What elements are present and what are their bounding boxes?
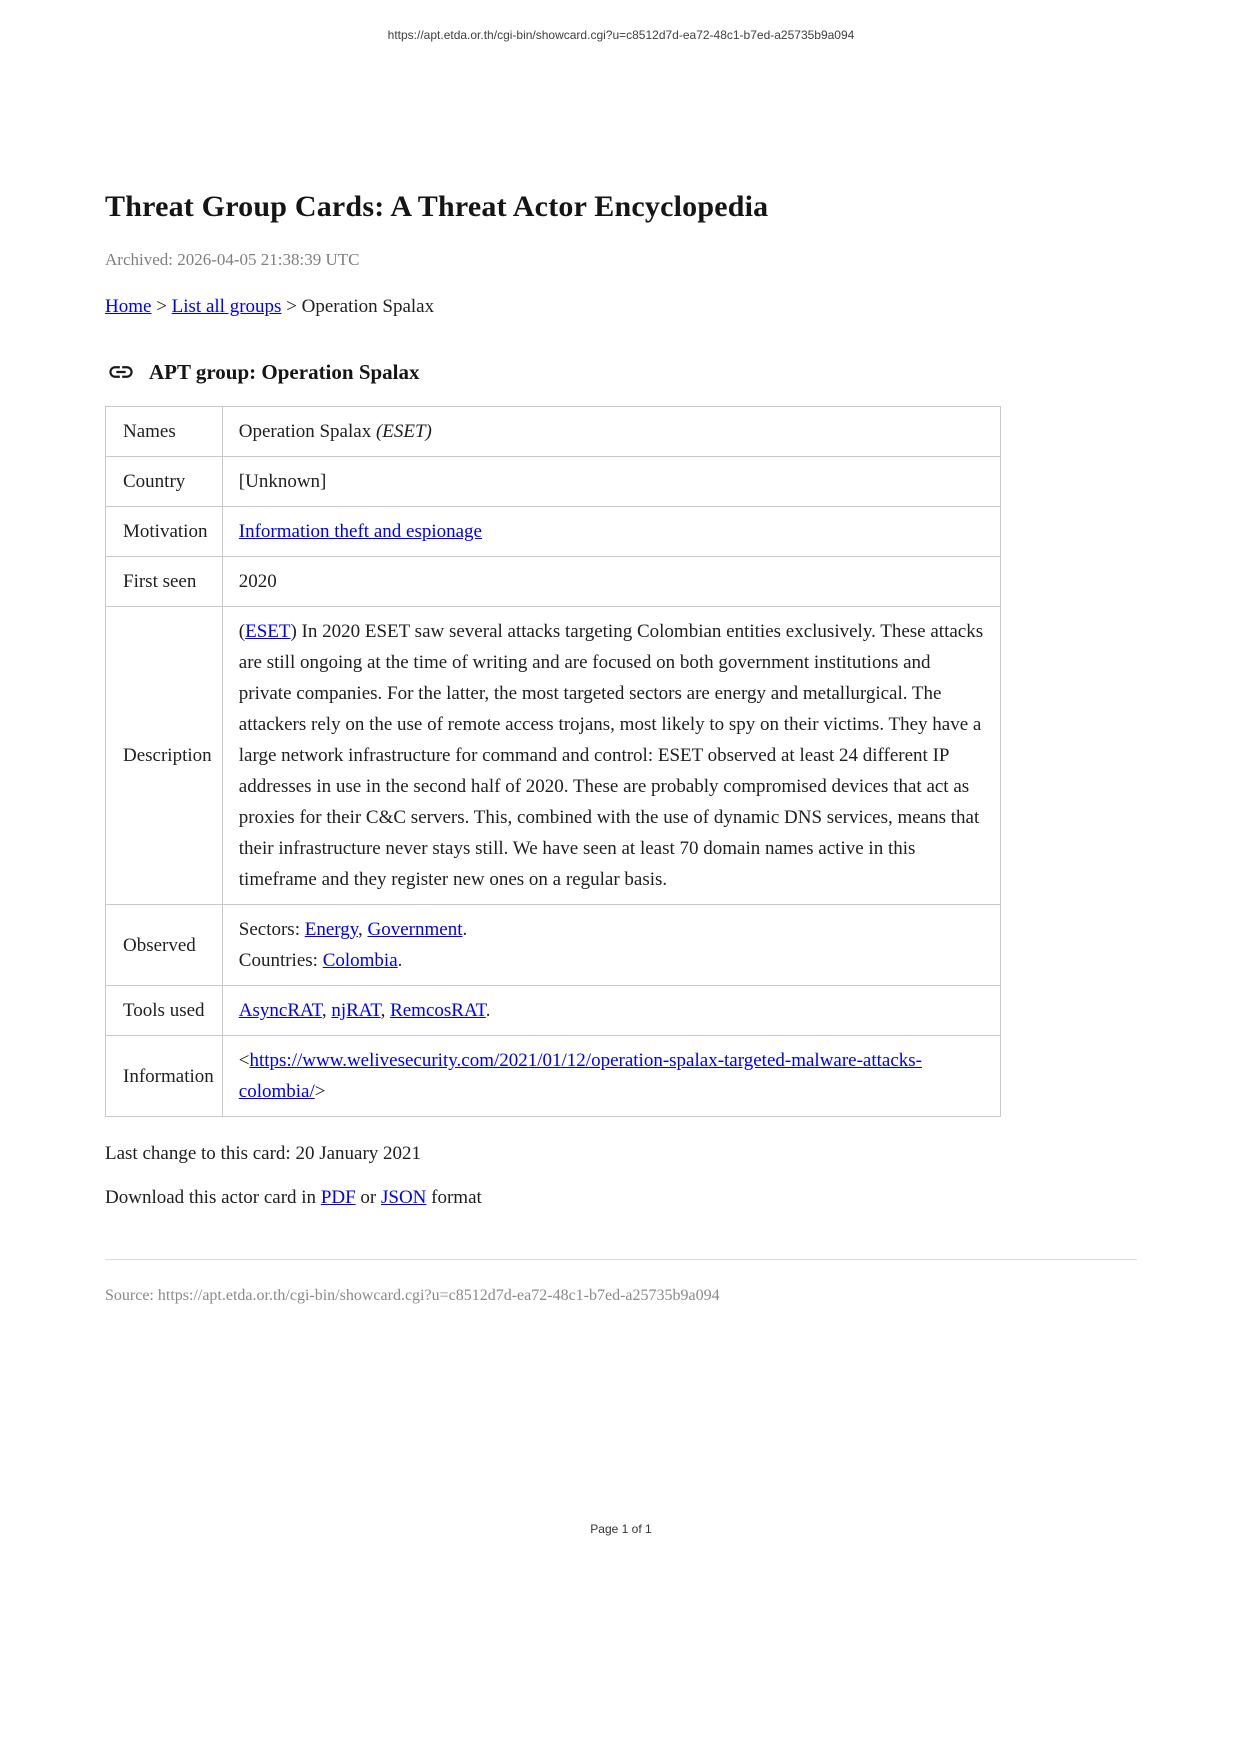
source-line: Source: https://apt.etda.or.th/cgi-bin/showcard.cgi?u=c8512d7d-ea72-48c1-b7ed-a25735b9a094	[105, 1287, 720, 1304]
text-segment: <	[238, 1050, 250, 1071]
text-segment: ,	[358, 919, 368, 940]
text-segment: ,	[380, 1000, 391, 1021]
download-line	[105, 1187, 1137, 1209]
last-change-line: Last change to this card: 20 January 2021	[105, 1143, 422, 1164]
breadcrumb-list-all-groups-link[interactable]: List all groups	[171, 296, 282, 317]
actor-card-table	[105, 406, 1001, 1117]
text-segment: 2020	[238, 571, 277, 592]
text-segment: or	[355, 1187, 381, 1208]
content	[105, 0, 1137, 1305]
country-colombia-link[interactable]: Colombia	[322, 950, 398, 971]
row-label-country: Country	[106, 457, 223, 507]
text-segment: Download this actor card in	[105, 1187, 321, 1208]
archived-timestamp: Archived: 2026-04-05 21:38:39 UTC	[105, 250, 360, 269]
breadcrumb	[105, 296, 1137, 318]
sector-government-link[interactable]: Government	[367, 919, 463, 940]
tool-asyncrat-link[interactable]: AsyncRAT	[238, 1000, 322, 1021]
download-json-link[interactable]: JSON	[381, 1187, 427, 1208]
group-heading	[105, 358, 1137, 386]
text-segment: (	[238, 621, 246, 642]
row-value-observed	[222, 905, 1000, 986]
text-segment: [Unknown]	[238, 471, 327, 492]
table-row-country	[106, 457, 1001, 507]
table-row-tools-used	[106, 986, 1001, 1036]
row-label-information: Information	[106, 1036, 223, 1117]
row-value-first-seen	[222, 557, 1000, 607]
text-segment: >	[314, 1081, 326, 1102]
row-label-motivation: Motivation	[106, 507, 223, 557]
table-row-first-seen	[106, 557, 1001, 607]
table-row-information	[106, 1036, 1001, 1117]
text-segment: (ESET)	[375, 421, 432, 442]
text-segment: format	[426, 1187, 482, 1208]
divider	[105, 1259, 1137, 1260]
text-segment: >	[151, 296, 172, 317]
text-segment: Sectors:	[238, 919, 305, 940]
text-segment: ) In 2020 ESET saw several attacks targeting Colombian entities exclusively. These attacks are still ongoing at the time of writing and are focused on both government institutions and private companies. For the latter, the most targeted sectors are energy and metallurgical. The attackers rely on the use of remote access trojans, most likely to spy on their victims. They have a large network infrastructure for command and control: ESET observed at least 24 different IP addresses in use in the second half of 2020. These are probably compromised devices that act as proxies for their C&C servers. This, combined with the use of dynamic DNS services, means that their infrastructure never stays still. We have seen at least 70 domain names active in this timeframe and they register new ones on a regular basis.	[238, 621, 984, 890]
row-label-observed: Observed	[106, 905, 223, 986]
text-segment: .	[485, 1000, 491, 1021]
sector-energy-link[interactable]: Energy	[304, 919, 359, 940]
print-footer-page-number: Page 1 of 1	[590, 1522, 652, 1536]
row-label-tools-used: Tools used	[106, 986, 223, 1036]
text-segment: Operation Spalax	[238, 421, 376, 442]
row-label-first-seen: First seen	[106, 557, 223, 607]
text-segment: .	[397, 950, 403, 971]
table-row-names	[106, 407, 1001, 457]
table-row-observed	[106, 905, 1001, 986]
information-url-link[interactable]: https://www.welivesecurity.com/2021/01/12/operation-spalax-targeted-malware-attacks-colombia/	[238, 1050, 923, 1102]
text-segment: ,	[321, 1000, 332, 1021]
text-segment: .	[462, 919, 468, 940]
row-value-tools-used	[222, 986, 1000, 1036]
table-row-description	[106, 607, 1001, 905]
tool-remcosrat-link[interactable]: RemcosRAT	[390, 1000, 486, 1021]
table-row-motivation	[106, 507, 1001, 557]
motivation-link[interactable]: Information theft and espionage	[238, 521, 482, 542]
row-value-country	[222, 457, 1000, 507]
row-value-names	[222, 407, 1000, 457]
print-header-url: https://apt.etda.or.th/cgi-bin/showcard.cgi?u=c8512d7d-ea72-48c1-b7ed-a25735b9a094	[387, 28, 855, 42]
tool-njrat-link[interactable]: njRAT	[331, 1000, 381, 1021]
row-label-names: Names	[106, 407, 223, 457]
text-segment: Countries:	[238, 950, 323, 971]
group-heading-text: APT group: Operation Spalax	[149, 359, 420, 384]
row-label-description: Description	[106, 607, 223, 905]
row-value-motivation	[222, 507, 1000, 557]
permalink-icon[interactable]	[105, 358, 137, 386]
description-eset-source-link[interactable]: ESET	[245, 621, 291, 642]
download-pdf-link[interactable]: PDF	[320, 1187, 356, 1208]
text-segment: > Operation Spalax	[281, 296, 435, 317]
breadcrumb-home-link[interactable]: Home	[105, 296, 152, 317]
page-title: Threat Group Cards: A Threat Actor Encyclopedia	[105, 190, 769, 223]
row-value-information	[222, 1036, 1000, 1117]
row-value-description	[222, 607, 1000, 905]
